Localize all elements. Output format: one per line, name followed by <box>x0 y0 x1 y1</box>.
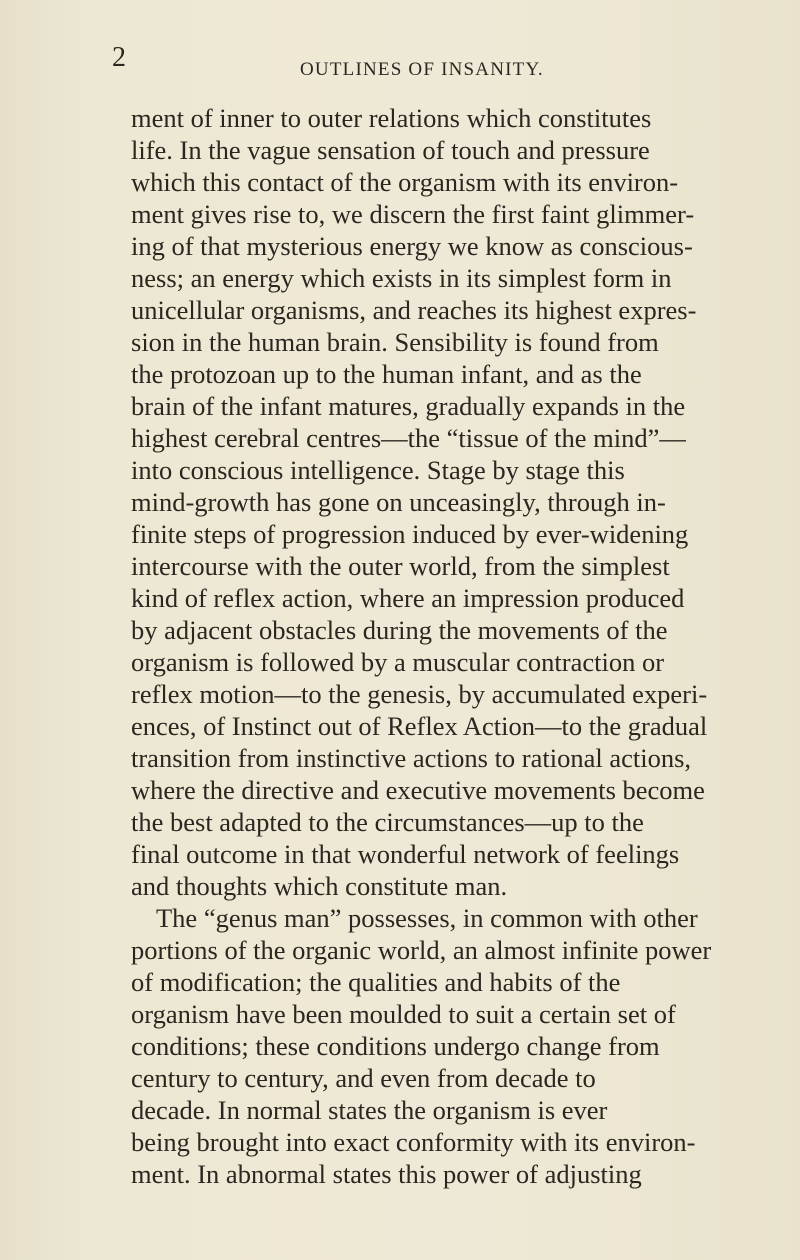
text-line: and thoughts which constitute man. <box>131 871 508 901</box>
text-line: ing of that mysterious energy we know as conscious- <box>131 231 693 261</box>
text-line: reflex motion—to the genesis, by accumulated experi- <box>131 679 708 709</box>
text-line: brain of the infant matures, gradually expands in the <box>131 391 686 421</box>
text-line: of modification; the qualities and habits of the <box>131 967 621 997</box>
text-line: ment of inner to outer relations which constitutes <box>131 103 652 133</box>
text-line: ness; an energy which exists in its simplest form in <box>131 263 672 293</box>
text-line: portions of the organic world, an almost infinite power <box>131 935 712 965</box>
text-line: final outcome in that wonderful network of feelings <box>131 839 680 869</box>
text-line: sion in the human brain. Sensibility is found from <box>131 327 659 357</box>
text-line: century to century, and even from decade to <box>131 1063 596 1093</box>
text-line: unicellular organisms, and reaches its highest expres- <box>131 295 697 325</box>
text-line: being brought into exact conformity with its environ- <box>131 1127 696 1157</box>
text-line: ment. In abnormal states this power of adjusting <box>131 1159 642 1189</box>
text-line: the best adapted to the circumstances—up to the <box>131 807 644 837</box>
page-number: 2 <box>112 42 126 73</box>
text-line: into conscious intelligence. Stage by stage this <box>131 455 625 485</box>
text-line: intercourse with the outer world, from the simplest <box>131 551 670 581</box>
text-line: by adjacent obstacles during the movements of the <box>131 615 668 645</box>
paragraph-first-line: The “genus man” possesses, in common with other <box>156 903 698 933</box>
text-line: highest cerebral centres—the “tissue of the mind”— <box>131 423 686 453</box>
text-line: the protozoan up to the human infant, and as the <box>131 359 642 389</box>
text-line: transition from instinctive actions to rational actions, <box>131 743 692 773</box>
text-line: where the directive and executive movements become <box>131 775 705 805</box>
text-line: life. In the vague sensation of touch and pressure <box>131 135 650 165</box>
text-line: ences, of Instinct out of Reflex Action—to the gradual <box>131 711 708 741</box>
text-line: organism is followed by a muscular contraction or <box>131 647 665 677</box>
text-line: which this contact of the organism with its environ- <box>131 167 679 197</box>
text-line: kind of reflex action, where an impression produced <box>131 583 685 613</box>
text-line: organism have been moulded to suit a certain set of <box>131 999 676 1029</box>
body-text <box>131 102 781 1190</box>
text-line: decade. In normal states the organism is ever <box>131 1095 608 1125</box>
text-line: finite steps of progression induced by ever-widening <box>131 519 689 549</box>
text-line: conditions; these conditions undergo change from <box>131 1031 660 1061</box>
text-line: ment gives rise to, we discern the first faint glimmer- <box>131 199 695 229</box>
running-head: OUTLINES OF INSANITY. <box>300 59 544 80</box>
text-line: mind-growth has gone on unceasingly, through in- <box>131 487 666 517</box>
